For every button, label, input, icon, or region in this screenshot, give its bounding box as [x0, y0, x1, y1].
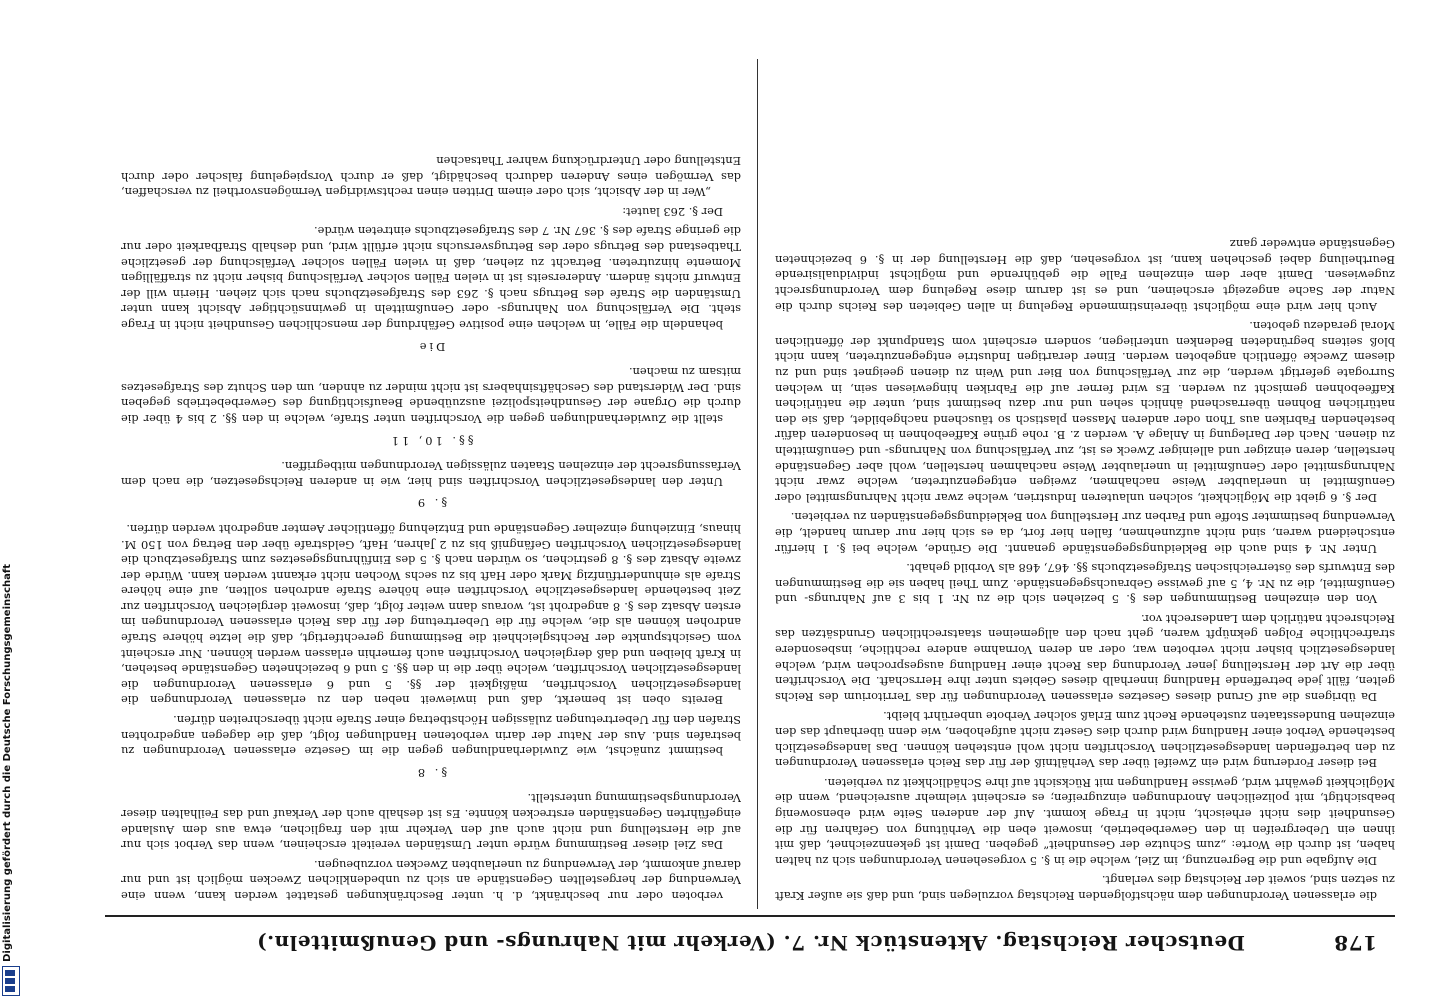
dfg-logo-icon	[2, 966, 20, 996]
paragraph: Unter Nr. 4 sind auch die Bekleidungsgegenstände genannt. Die Gründe, welche bei §. 1 hierfür entscheidend waren, sind nicht aufzunehmen, fallen hier fort, da es sich hier nur darum handelt, die Verwendung bestimmter Stoffe und Farben zur Herstellung von Bekleidungsgegenständen zu verbieten.	[775, 510, 1395, 556]
right-column	[121, 63, 741, 903]
paragraph: bestimmt zunächst, wie Zuwiderhandlungen gegen die im Gesetze erlassenen Verordnungen zu bestrafen sind. Aus der Natur der darin verbotenen Handlungen folgt, daß die dagegen angedrohten Strafen den für Uebertretungen zulässigen Höchstbetrag einer Strafe nicht überschreiten dürfen.	[121, 713, 741, 759]
logo-band	[5, 986, 15, 992]
logo-band	[5, 978, 15, 984]
paragraph: Da übrigens die auf Grund dieses Gesetzes erlassenen Verordnungen für das Territorium des Reichs gelten, fällt jede betreffende Handlung innerhalb dieses Gebiets unter ihre Herrschaft. Die Vorschriften über die Art der Herstellung jener Verordnung das Recht einer Handlung ausgesprochen wird, welche landesgesetzlich bisher nicht verboten war, oder an deren Vornahme andere rechtliche, insbesondere strafrechtliche Folgen geknüpft waren, geht nach den allgemeinen staatsrechtlichen Grundsätzen das Reichsrecht natürlich dem Landesrecht vor.	[775, 611, 1395, 704]
digitization-credit-text: Digitalisierung gefördert durch die Deutsche Forschungsgemeinschaft	[2, 564, 13, 962]
paragraph: behandeln die Fälle, in welchen eine positive Gefährdung der menschlichen Gesundheit nicht in Frage steht. Die Verfälschung von Nahrungs- oder Genußmitteln in gewinnsüchtiger Absicht kann unter Umständen die Strafe des Betrugs nach §. 263 des Strafgesetzbuchs nach sich ziehen. Hierin will der Entwurf nichts ändern. Andererseits ist in vielen Fällen solcher Verfälschung bisher nicht zu straffälligen Momente hinzutreten. Betracht zu ziehen, daß in vielen Fällen solcher Verfälschung der gesetzliche Thatbestand des Betrugs oder des Betrugsversuchs nicht erfüllt wird, und deshalb Strafbarkeit oder nur die geringe Strafe des §. 367 Nr. 7 des Strafgesetzbuchs eintreten würde.	[121, 224, 741, 332]
section-heading: §§. 10, 11	[388, 433, 474, 448]
paragraph: die erlassenen Verordnungen dem nächstfolgenden Reichstag vorzulegen sind, und daß sie außer Kraft zu setzen sind, soweit der Reichstag dies verlangt.	[775, 873, 1395, 903]
paragraph: Von den einzelnen Bestimmungen des §. 5 beziehen sich die zu Nr. 1 bis 3 auf Nahrungs- und Genußmittel, die zu Nr. 4, 5 auf gewisse Gebrauchsgegenstände. Zum Theil haben sie die Bestimmungen des Entwurfs des österreichischen Strafgesetzbuchs §§. 467, 468 als Vorbild gehabt.	[775, 561, 1395, 607]
paragraph: Der §. 6 giebt die Möglichkeit, solchen unlauteren Industrien, welche zwar nicht Nahrungsmittel oder Genußmittel in unerlaubter Weise nachahmen, zweigen entgegenzutreten, welche zwar nicht Nahrungsmittel oder Genußmittel in unerlaubter Weise nachahmen herstellen, wohl aber Gegenstände herstellen, deren einziger und alleiniger Zweck es ist, zur Verfälschung von Nahrungs- und Genußmitteln zu dienen. Nach der Darlegung in Anlage A. werden z. B. rohe grüne Kaffeebohnen in besonderen dafür bestehenden Fabriken aus Thon oder anderen Massen plastisch so täuschend nachgebildet, daß sie den natürlichen Bohnen überraschend ähnlich sehen und nur dazu bestimmt sind, unter die natürlichen Kaffeebohnen gemischt zu werden. Es wird ferner auf die Fabriken hingewiesen sein, in welchen Surrogate gefertigt werden, die zur Verfälschung von Bier und Wein zu dienen geeignet sind und zu diesem Zwecke öffentlich angeboten werden. Einer derartigen Industrie entgegenzutreten, kann nicht bloß seitens begründeten Bedenken unterliegen, sondern erscheint vom Standpunkt der öffentlichen Moral geradezu geboten.	[775, 319, 1395, 505]
column-divider	[757, 59, 758, 909]
section-heading: §. 9	[414, 496, 448, 511]
paragraph: verboten oder nur beschränkt, d. h. unter Beschränkungen gestattet werden kann, wenn eine Verwendung der hergestellten Gegenstände an sich zu unbedenklichen Zwecken möglich ist und nur darauf ankommt, der Verwendung zu unerlaubten Zwecken vorzubeugen.	[121, 857, 741, 903]
header-rule	[105, 915, 1395, 917]
section-heading: Die	[416, 339, 446, 354]
running-title: Deutscher Reichstag. Aktenstück Nr. 7. (Verkehr mit Nahrungs- und Genußmitteln.)	[256, 931, 1245, 955]
paragraph: Bei dieser Forderung wird ein Zweifel über das Verhältniß der für das Reich erlassenen Verordnungen zu den betreffenden landesgesetzlichen Vorschriften nicht wohl entstehen können. Das landesgesetzlich bestehende Verbot einer Handlung wird durch dies Gesetz nicht aufgehoben, wie denn überhaupt das den einzelnen Bundesstaaten zustehende Recht zum Erlaß solcher Verbote unberührt bleibt.	[775, 709, 1395, 771]
section-heading: §. 8	[414, 765, 448, 780]
rotated-page-content	[105, 55, 1395, 965]
digitization-credit	[2, 20, 20, 980]
quoted-paragraph: „Wer in der Absicht, sich oder einem Dritten einen rechtswidrigen Vermögensvortheil zu verschaffen, das Vermögen eines Anderen dadurch beschädigt, daß er durch Vorspiegelung falscher oder durch Entstellung oder Unterdrückung wahrer Thatsachen	[121, 154, 741, 200]
paragraph: Bereits oben ist bemerkt, daß und inwieweit neben den zu erlassenen Verordnungen die landesgesetzlichen Vorschriften, mäßigkeit der §§. 5 und 6 erlassenen Verordnungen die landesgesetzlichen Vorschriften, welche über die in den §§. 5 und 6 bezeichneten Gegenstände bestehen, in Kraft bleiben und daß dergleichen Vorschriften auch fernerhin erlassen werden können. Nur erscheint vom Gesichtspunkte der Rechtsgleichheit die Bestimmung gerechtfertigt, daß die letzte höhere Strafe androhen können als die, welche für die Uebertretung der für das Reich erlassenen Verordnungen im ersten Absatz des §. 8 angedroht ist, woraus dann weiter folgt, daß, insoweit dergleichen Vorschriften zur Zeit bestehende landesgesetzliche Vorschriften eine höhere Strafe androhen sollten, auf eine höhere Strafe als einhundertfünfzig Mark oder Haft bis zu sechs Wochen nicht erkannt werden kann. Würde der zweite Absatz des §. 8 gestrichen, so würden nach §. 5 des Einführungsgesetzes zum Strafgesetzbuch die landesgesetzlichen Vorschriften Gefängniß bis zu 2 Jahren, Haft, Geldstrafe über den Betrag von 150 M. hinaus, Einziehung einzelner Gegenstände und Entziehung öffentlicher Aemter angedroht werden dürfen.	[121, 521, 741, 708]
paragraph: Unter den landesgesetzlichen Vorschriften sind hier, wie in anderen Reichsgesetzen, die nach dem Verfassungsrecht der einzelnen Staaten zulässigen Verordnungen mitbegriffen.	[121, 459, 741, 489]
paragraph: Der §. 263 lautet:	[622, 204, 723, 219]
paragraph: Auch hier wird eine möglichst übereinstimmende Regelung in allen Gebieten des Reichs durch die Natur der Sache angezeigt erscheinen, und es ist darum diese Regelung dem Verordnungsrecht zugewiesen. Damit aber dem einzelnen Falle die gebührende und möglichst individualisirende Beurtheilung dabei geschehen kann, ist vorgesehen, daß die Herstellung der in §. 6 bezeichneten Gegenstände entweder ganz	[775, 237, 1395, 314]
logo-band	[5, 970, 15, 976]
paragraph: stellt die Zuwiderhandlungen gegen die Vorschriften unter Strafe, welche in den §§. 2 bis 4 über die durch die Organe der Gesundheitspolizei auszuübende Beaufsichtigung des Gewerbebetriebs gegeben sind. Der Widerstand des Geschäftsinhabers ist nicht minder zu ahnden, um den Schutz des Strafgesetzes mitsam zu machen.	[121, 365, 741, 426]
left-column	[775, 63, 1395, 903]
page-number: 178	[1333, 931, 1377, 955]
page-header	[105, 921, 1395, 961]
paragraph: Das Ziel dieser Bestimmung würde unter Umständen vereitelt erscheinen, wenn das Verbot sich nur auf die Herstellung und nicht auch auf den Verkehr mit den fraglichen, etwa aus dem Auslande eingeführten Gegenständen erstrecken könnte. Es ist deshalb auch der Verkauf und das Feilhalten dieser Verordnungsbestimmung unterstellt.	[121, 791, 741, 853]
paragraph: Die Aufgabe und die Begrenzung, im Ziel, welche die in §. 5 vorgesehenen Verordnungen sich zu halten haben, ist durch die Worte: „zum Schutze der Gesundheit“ gegeben. Damit ist gekennzeichnet, daß mit ihnen ein Uebergreifen in den Gewerbebetrieb, insoweit eben die Verhütung von Gefahren für die Gesundheit dies nicht erheischt, nicht in Frage kommt. Auf der anderen Seite wird ebensowenig beabsichtigt, mit polizeilichen Anordnungen einzugreifen; es erscheint vielmehr ausreichend, wenn die Möglichkeit gewährt wird, gewisse Handlungen mit Rücksicht auf ihre Schädlichkeit zu verbieten.	[775, 775, 1395, 868]
